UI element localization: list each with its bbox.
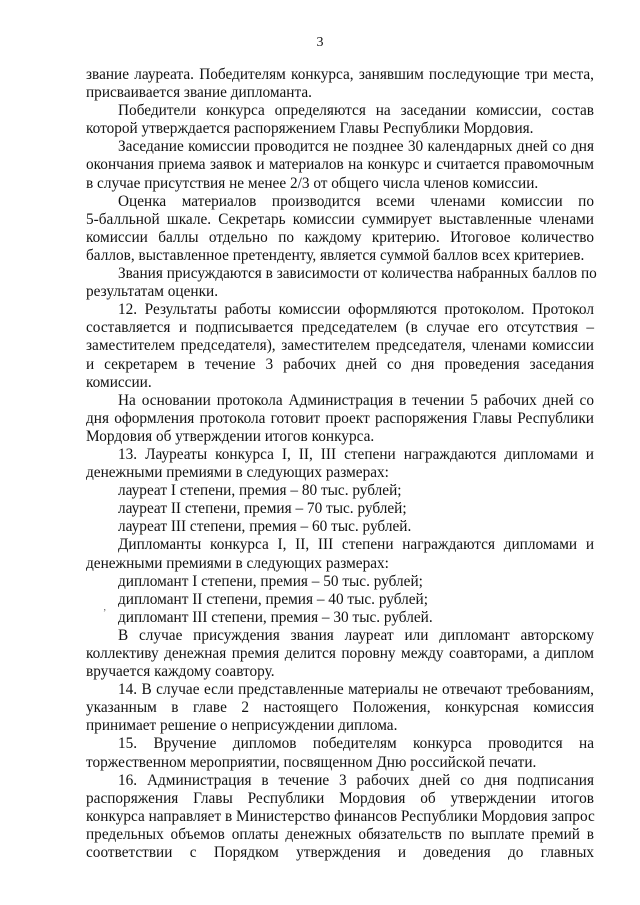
text-line: 15. Вручение дипломов победителям конкурса проводится на bbox=[118, 735, 594, 753]
text-line: заместителем председателя), заместителем председателя, членами комиссии bbox=[86, 337, 594, 355]
text-line: и секретарем в течение 3 рабочих дней со дня проведения заседания bbox=[86, 355, 594, 373]
text-line: Дипломанты конкурса I, II, III степени награждаются дипломами и bbox=[118, 536, 594, 554]
page-number: 3 bbox=[316, 35, 324, 50]
text-line: результатам оценки. bbox=[86, 283, 219, 301]
text-line: соответствии с Порядком утверждения и доведения до главных bbox=[86, 844, 594, 862]
text-line: звание лауреата. Победителям конкурса, занявшим последующие три места, bbox=[86, 66, 594, 83]
text-line: составляется и подписывается председателем (в случае его отсутствия – bbox=[86, 319, 594, 337]
text-line: комиссии. bbox=[86, 373, 152, 391]
body-text bbox=[86, 66, 597, 862]
text-line: Мордовия об утверждении итогов конкурса. bbox=[86, 427, 375, 445]
text-line: принимает решение о неприсуждении диплома. bbox=[86, 717, 398, 735]
text-line: распоряжения Главы Республики Мордовия об утверждении итогов bbox=[86, 789, 594, 807]
text-line: вручается каждому соавтору. bbox=[86, 663, 275, 681]
text-line: 5-балльной шкале. Секретарь комиссии суммирует выставленные членами bbox=[86, 210, 594, 228]
text-line: в случае присутствия не менее 2/3 от общего числа членов комиссии. bbox=[86, 174, 539, 192]
text-line: дипломант III степени, премия – 30 тыс. рублей. bbox=[118, 608, 433, 626]
text-line: лауреат III степени, премия – 60 тыс. рублей. bbox=[118, 518, 412, 536]
text-line: конкурса направляет в Министерство финансов Республики Мордовия запрос bbox=[86, 807, 595, 825]
text-line: денежными премиями в следующих размерах: bbox=[86, 554, 389, 572]
text-line: денежными премиями в следующих размерах: bbox=[86, 464, 389, 482]
text-line: коллективу денежная премия делится поровну между соавторами, а диплом bbox=[86, 645, 594, 662]
text-line: На основании протокола Администрация в течении 5 рабочих дней со bbox=[118, 391, 594, 409]
text-line: дня оформления протокола готовит проект распоряжения Главы Республики bbox=[86, 409, 594, 427]
text-line: лауреат I степени, премия – 80 тыс. рублей; bbox=[118, 482, 402, 500]
text-line: Оценка материалов производится всеми членами комиссии по bbox=[118, 192, 594, 210]
text-line: указанным в главе 2 настоящего Положения, конкурсная комиссия bbox=[86, 699, 594, 717]
text-line: которой утверждается распоряжением Главы Республики Мордовия. bbox=[86, 120, 534, 138]
text-line: торжественном мероприятии, посвященном Дню российской печати. bbox=[86, 753, 537, 771]
text-line: 14. В случае если представленные материалы не отвечают требованиям, bbox=[118, 681, 594, 699]
text-line: комиссии баллы отдельно по каждому критерию. Итоговое количество bbox=[86, 228, 594, 246]
text-line: дипломант II степени, премия – 40 тыс. рублей; bbox=[118, 590, 428, 608]
scan-artifact-mark: ʼ bbox=[103, 608, 107, 619]
text-line: 12. Результаты работы комиссии оформляются протоколом. Протокол bbox=[118, 301, 594, 319]
text-line: 13. Лауреаты конкурса I, II, III степени награждаются дипломами и bbox=[118, 445, 594, 463]
text-line: баллов, выставленное претенденту, является суммой баллов всех критериев. bbox=[86, 246, 585, 264]
text-line: В случае присуждения звания лауреат или дипломант авторскому bbox=[118, 626, 594, 644]
text-line: Победители конкурса определяются на заседании комиссии, состав bbox=[118, 102, 594, 120]
text-line: лауреат II степени, премия – 70 тыс. рублей; bbox=[118, 500, 407, 518]
text-line: Заседание комиссии проводится не позднее 30 календарных дней со дня bbox=[118, 138, 594, 156]
text-line: 16. Администрация в течение 3 рабочих дней со дня подписания bbox=[118, 771, 594, 789]
text-line: Звания присуждаются в зависимости от количества набранных баллов по bbox=[118, 265, 597, 283]
text-line: присваивается звание дипломанта. bbox=[86, 84, 312, 102]
text-line: предельных объемов оплаты денежных обязательств по выплате премий в bbox=[86, 825, 594, 843]
text-line: окончания приема заявок и материалов на конкурс и считается правомочным bbox=[86, 156, 594, 174]
text-line: дипломант I степени, премия – 50 тыс. рублей; bbox=[118, 572, 423, 590]
